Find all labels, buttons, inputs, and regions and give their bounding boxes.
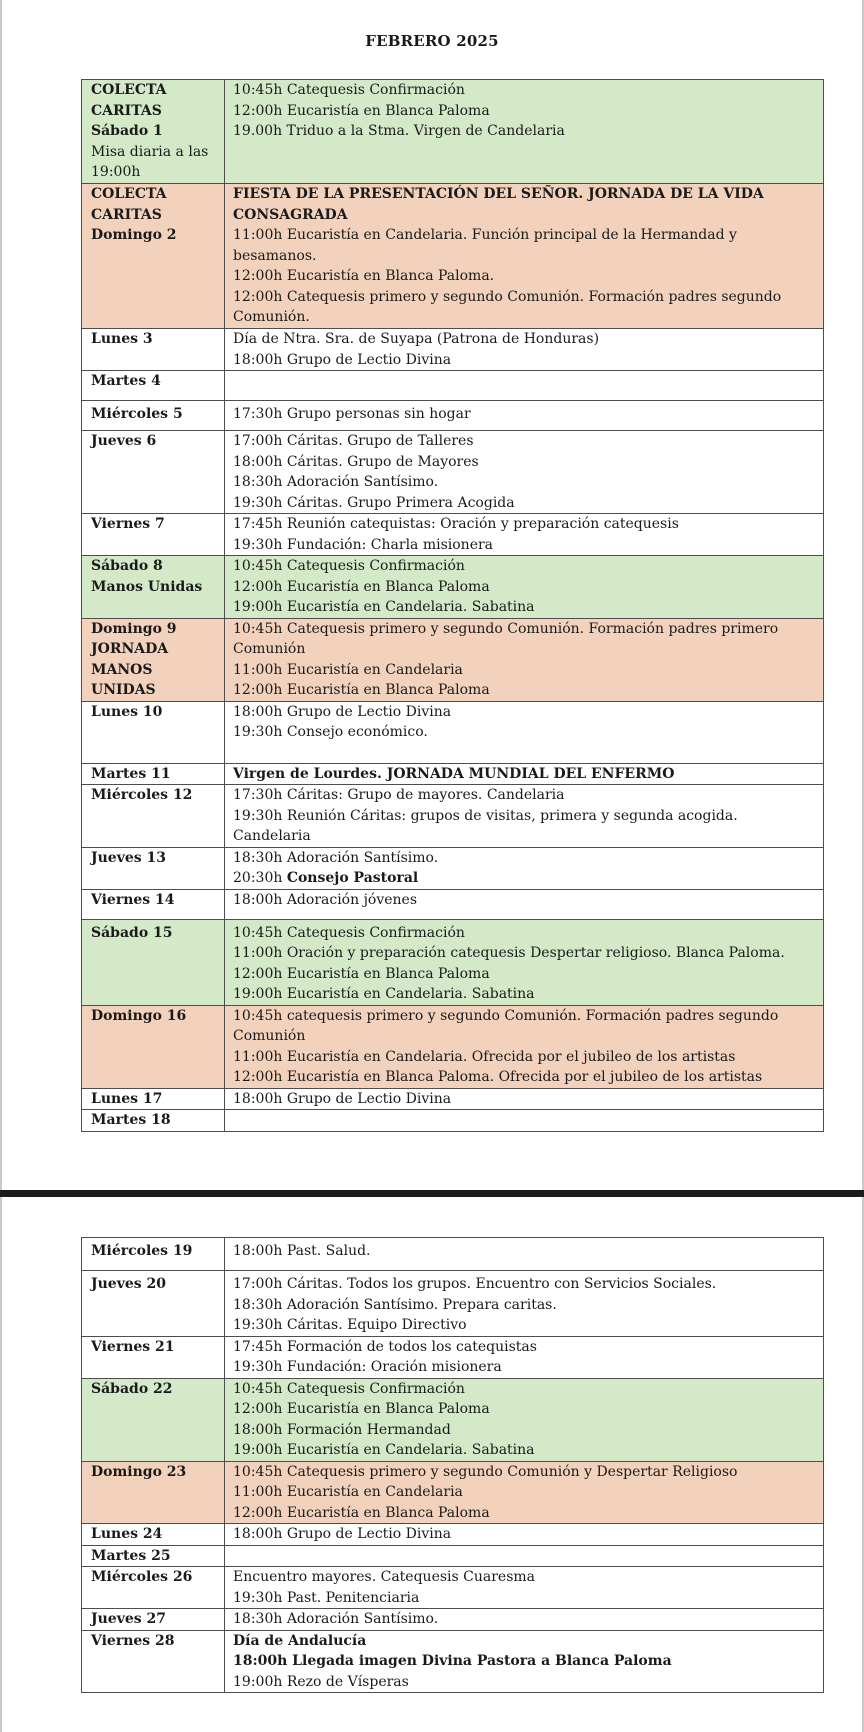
day-cell xyxy=(82,1524,225,1546)
event-line: 17:30h Cáritas: Grupo de mayores. Candelaria xyxy=(233,787,565,803)
event-line: 18:00h Llegada imagen Divina Pastora a Blanca Paloma xyxy=(233,1653,672,1669)
day-cell xyxy=(82,1088,225,1110)
day-label: Domingo 2 xyxy=(91,227,177,243)
day-label: COLECTA xyxy=(91,186,167,202)
events-cell xyxy=(225,80,824,184)
day-label: MANOS UNIDAS xyxy=(91,661,156,698)
day-label: Jueves 6 xyxy=(91,433,157,449)
event-line: 11:00h Eucaristía en Candelaria xyxy=(233,1484,463,1500)
day-row xyxy=(82,1567,824,1609)
day-row xyxy=(82,1238,824,1271)
day-row xyxy=(82,889,824,919)
day-row xyxy=(82,847,824,889)
day-label: Martes 4 xyxy=(91,373,161,389)
day-label: Martes 11 xyxy=(91,765,171,782)
day-row xyxy=(82,371,824,401)
day-cell xyxy=(82,1545,225,1567)
event-line: Encuentro mayores. Catequesis Cuaresma xyxy=(233,1569,536,1585)
events-cell xyxy=(225,1378,824,1461)
event-line: 10:45h Catequesis Confirmación xyxy=(233,1380,465,1397)
day-label: Manos Unidas xyxy=(91,578,203,595)
day-label: Viernes 7 xyxy=(91,516,165,532)
day-label: Lunes 24 xyxy=(91,1526,163,1542)
event-line: 18:00h Formación Hermandad xyxy=(233,1421,451,1438)
events-cell xyxy=(225,847,824,889)
day-cell xyxy=(82,1378,225,1461)
day-label: Domingo 9 xyxy=(91,620,177,637)
event-line: 10:45h Catequesis primero y segundo Comunión. Formación padres primero Comunión xyxy=(233,620,779,657)
event-line: 19:30h Cáritas. Grupo Primera Acogida xyxy=(233,494,515,511)
day-label: Domingo 16 xyxy=(91,1007,187,1024)
day-row xyxy=(82,1336,824,1378)
event-line: 12:00h Eucaristía en Blanca Paloma xyxy=(233,102,490,119)
event-line: 19:00h Rezo de Vísperas xyxy=(233,1673,409,1690)
event-line: 18:30h Adoración Santísimo. xyxy=(233,474,439,490)
events-cell xyxy=(225,1524,824,1546)
calendar-page-2 xyxy=(0,1197,864,1732)
day-cell xyxy=(82,556,225,619)
day-label: Sábado 22 xyxy=(91,1380,173,1397)
day-row xyxy=(82,701,824,763)
day-row xyxy=(82,919,824,1005)
events-cell xyxy=(225,431,824,514)
day-label: COLECTA xyxy=(91,82,167,98)
event-line: 19.00h Triduo a la Stma. Virgen de Candelaria xyxy=(233,123,565,139)
day-row xyxy=(82,763,824,785)
day-row xyxy=(82,1609,824,1631)
day-row xyxy=(82,184,824,329)
day-label: Lunes 17 xyxy=(91,1090,163,1107)
events-cell xyxy=(225,763,824,785)
day-label: Sábado 15 xyxy=(91,924,173,941)
events-cell xyxy=(225,1630,824,1693)
events-cell xyxy=(225,1545,824,1567)
event-line: 18:00h Grupo de Lectio Divina xyxy=(233,703,452,720)
event-line: 18:30h Adoración Santísimo. xyxy=(233,849,439,866)
event-line: 17:45h Formación de todos los catequistas xyxy=(233,1338,537,1355)
events-cell xyxy=(225,1336,824,1378)
day-cell xyxy=(82,371,225,401)
event-line: 10:45h Catequesis Confirmación xyxy=(233,558,465,574)
day-row xyxy=(82,1271,824,1337)
event-line: 12:00h Eucaristía en Blanca Paloma xyxy=(233,1504,490,1521)
page-title: FEBRERO 2025 xyxy=(365,32,499,50)
event-line: 19:00h Eucaristía en Candelaria. Sabatina xyxy=(233,599,535,615)
events-cell xyxy=(225,1461,824,1524)
day-label: Lunes 3 xyxy=(91,331,153,347)
day-cell xyxy=(82,1005,225,1088)
day-row xyxy=(82,514,824,556)
event-line: 12:00h Eucaristía en Blanca Paloma xyxy=(233,682,490,698)
day-cell xyxy=(82,763,225,785)
events-cell xyxy=(225,514,824,556)
day-row xyxy=(82,80,824,184)
day-label: JORNADA xyxy=(91,641,169,657)
event-line: 12:00h Eucaristía en Blanca Paloma. Ofrecida por el jubileo de los artistas xyxy=(233,1069,763,1085)
day-row xyxy=(82,1524,824,1546)
day-row xyxy=(82,1630,824,1693)
day-row xyxy=(82,329,824,371)
events-cell xyxy=(225,1110,824,1132)
schedule-table-part-2 xyxy=(81,1237,824,1693)
event-line: 19:30h Fundación: Charla misionera xyxy=(233,536,494,553)
event-line: 12:00h Catequesis primero y segundo Comunión. Formación padres segundo Comunión. xyxy=(233,288,782,325)
day-label: Sábado 1 xyxy=(91,123,163,139)
schedule-table-part-1 xyxy=(81,79,824,1132)
event-line: 12:00h Eucaristía en Blanca Paloma xyxy=(233,965,490,982)
day-label: Jueves 13 xyxy=(91,849,166,866)
day-cell xyxy=(82,1336,225,1378)
day-row xyxy=(82,1110,824,1132)
day-label: Jueves 20 xyxy=(91,1276,166,1292)
events-cell xyxy=(225,371,824,401)
day-label: Sábado 8 xyxy=(91,558,163,574)
day-cell xyxy=(82,431,225,514)
event-line: 18:00h Grupo de Lectio Divina xyxy=(233,1090,452,1107)
day-label: Miércoles 5 xyxy=(91,406,183,422)
event-line: 19:30h Cáritas. Equipo Directivo xyxy=(233,1317,467,1333)
day-label: Jueves 27 xyxy=(91,1611,166,1627)
events-cell xyxy=(225,919,824,1005)
day-label: Viernes 21 xyxy=(91,1338,175,1355)
day-cell xyxy=(82,1461,225,1524)
event-line: 19:30h Fundación: Oración misionera xyxy=(233,1359,502,1375)
event-line: 11:00h Eucaristía en Candelaria. Ofrecida por el jubileo de los artistas xyxy=(233,1048,736,1065)
events-cell xyxy=(225,184,824,329)
day-cell xyxy=(82,785,225,848)
day-label: CARITAS xyxy=(91,102,162,119)
event-line: 10:45h Catequesis Confirmación xyxy=(233,82,465,98)
event-line: 17:00h Cáritas. Grupo de Talleres xyxy=(233,433,474,449)
event-line: Día de Ntra. Sra. de Suyapa (Patrona de Honduras) xyxy=(233,331,600,347)
day-label: Viernes 28 xyxy=(91,1632,175,1649)
event-line: 12:00h Eucaristía en Blanca Paloma xyxy=(233,578,490,595)
page-divider xyxy=(0,1190,864,1197)
day-cell xyxy=(82,847,225,889)
event-line: Día de Andalucía xyxy=(233,1632,367,1649)
event-emphasis: Consejo Pastoral xyxy=(286,870,419,886)
events-cell xyxy=(225,401,824,431)
event-line: 18:00h Grupo de Lectio Divina xyxy=(233,351,452,368)
events-cell xyxy=(225,889,824,919)
day-cell xyxy=(82,514,225,556)
day-cell xyxy=(82,184,225,329)
events-cell xyxy=(225,329,824,371)
day-cell xyxy=(82,1271,225,1337)
day-label: Misa diaria a las xyxy=(91,143,209,160)
day-label: Miércoles 26 xyxy=(91,1569,193,1585)
event-line: 12:00h Eucaristía en Blanca Paloma. xyxy=(233,268,495,284)
events-cell xyxy=(225,1609,824,1631)
day-label: Viernes 14 xyxy=(91,891,175,908)
day-label: Domingo 23 xyxy=(91,1463,187,1480)
events-cell xyxy=(225,785,824,848)
event-line: 18:00h Adoración jóvenes xyxy=(233,891,418,908)
day-label: Miércoles 19 xyxy=(91,1243,193,1259)
day-cell xyxy=(82,1238,225,1271)
event-line: 11:00h Eucaristía en Candelaria xyxy=(233,661,463,678)
event-line: 19:30h Reunión Cáritas: grupos de visitas, primera y segunda acogida. Candelaria xyxy=(233,807,738,844)
day-row xyxy=(82,1378,824,1461)
event-line: 20:30h Consejo Pastoral xyxy=(233,870,419,886)
day-row xyxy=(82,785,824,848)
day-label: Miércoles 12 xyxy=(91,787,193,803)
event-line: 10:45h Catequesis Confirmación xyxy=(233,924,465,941)
event-line: 18:00h Grupo de Lectio Divina xyxy=(233,1526,452,1542)
events-cell xyxy=(225,1271,824,1337)
event-line: Virgen de Lourdes. JORNADA MUNDIAL DEL ENFERMO xyxy=(233,765,675,782)
day-label: Lunes 10 xyxy=(91,703,163,720)
day-label: 19:00h xyxy=(91,164,141,180)
day-cell xyxy=(82,1630,225,1693)
day-row xyxy=(82,1545,824,1567)
day-row xyxy=(82,556,824,619)
event-line: 10:45h Catequesis primero y segundo Comunión y Despertar Religioso xyxy=(233,1463,738,1480)
events-cell xyxy=(225,556,824,619)
event-line: FIESTA DE LA PRESENTACIÓN DEL SEÑOR. JORNADA DE LA VIDA CONSAGRADA xyxy=(233,186,764,223)
event-line: 19:00h Eucaristía en Candelaria. Sabatina xyxy=(233,1442,535,1458)
events-cell xyxy=(225,1567,824,1609)
event-line: 18:00h Cáritas. Grupo de Mayores xyxy=(233,453,479,470)
events-cell xyxy=(225,1238,824,1271)
event-line: 10:45h catequesis primero y segundo Comunión. Formación padres segundo Comunión xyxy=(233,1007,779,1044)
day-cell xyxy=(82,1609,225,1631)
day-label: Martes 25 xyxy=(91,1547,171,1564)
day-label: CARITAS xyxy=(91,206,162,223)
event-line: 11:00h Eucaristía en Candelaria. Función principal de la Hermandad y besamanos. xyxy=(233,227,737,264)
day-cell xyxy=(82,889,225,919)
day-row xyxy=(82,1088,824,1110)
day-cell xyxy=(82,701,225,763)
events-cell xyxy=(225,1088,824,1110)
event-line: 19:30h Past. Penitenciaria xyxy=(233,1589,420,1606)
event-line: 12:00h Eucaristía en Blanca Paloma xyxy=(233,1401,490,1417)
day-cell xyxy=(82,1567,225,1609)
page-edge-left xyxy=(0,1197,2,1732)
day-cell xyxy=(82,618,225,701)
event-line: 17:30h Grupo personas sin hogar xyxy=(233,406,471,422)
event-line: 17:45h Reunión catequistas: Oración y preparación catequesis xyxy=(233,516,679,532)
day-cell xyxy=(82,919,225,1005)
event-line: 18:30h Adoración Santísimo. Prepara caritas. xyxy=(233,1296,557,1313)
event-line: 18:00h Past. Salud. xyxy=(233,1243,371,1259)
event-line: 19:30h Consejo económico. xyxy=(233,724,428,740)
day-row xyxy=(82,1005,824,1088)
event-line: 18:30h Adoración Santísimo. xyxy=(233,1611,439,1627)
day-cell xyxy=(82,1110,225,1132)
day-row xyxy=(82,431,824,514)
day-cell xyxy=(82,329,225,371)
day-row xyxy=(82,401,824,431)
event-line: 19:00h Eucaristía en Candelaria. Sabatina xyxy=(233,986,535,1002)
event-line: 11:00h Oración y preparación catequesis Despertar religioso. Blanca Paloma. xyxy=(233,945,785,961)
day-row xyxy=(82,618,824,701)
day-cell xyxy=(82,80,225,184)
events-cell xyxy=(225,618,824,701)
events-cell xyxy=(225,701,824,763)
page-edge-left xyxy=(0,0,2,1190)
day-row xyxy=(82,1461,824,1524)
event-line: 17:00h Cáritas. Todos los grupos. Encuentro con Servicios Sociales. xyxy=(233,1276,717,1292)
events-cell xyxy=(225,1005,824,1088)
day-label: Martes 18 xyxy=(91,1112,171,1128)
day-cell xyxy=(82,401,225,431)
